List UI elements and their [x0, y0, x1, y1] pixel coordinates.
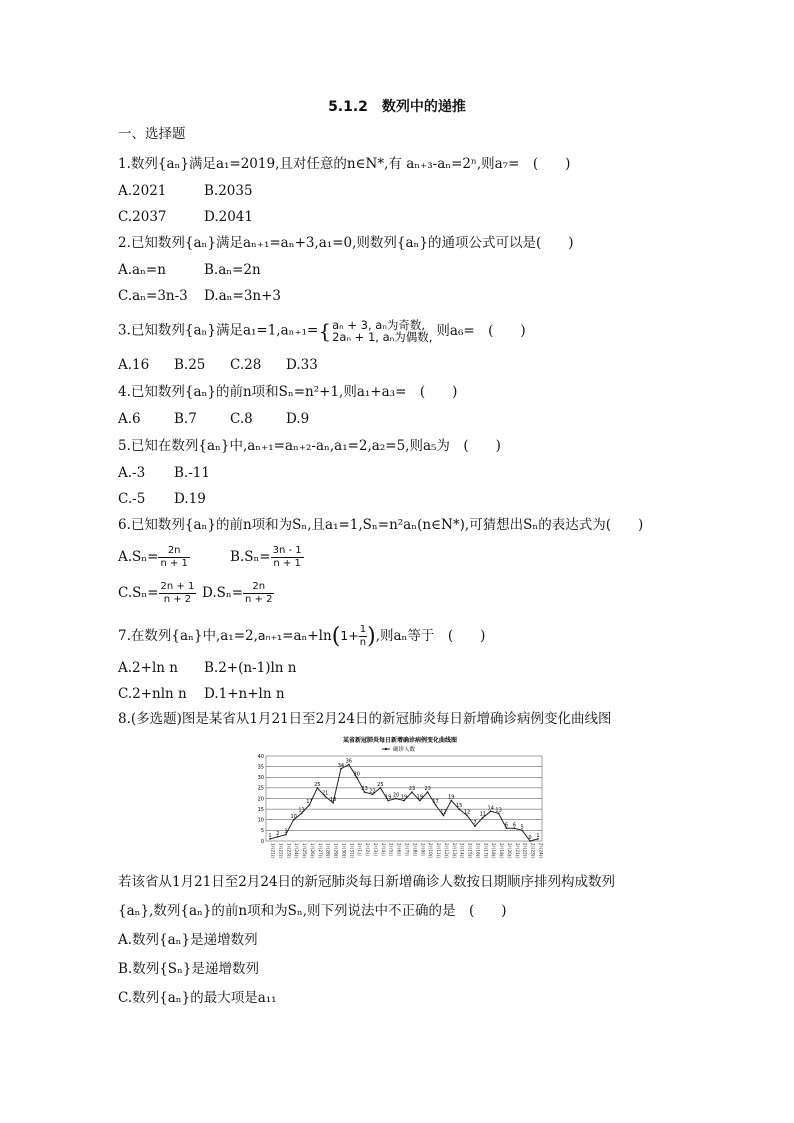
- q1-options-row1: [118, 182, 253, 200]
- data-label: 11: [479, 811, 487, 818]
- x-tick-label: 2月20日: [506, 843, 512, 859]
- q2-options-row2: [118, 287, 281, 305]
- data-label: 7: [473, 820, 477, 827]
- x-tick-label: 1月31日: [349, 843, 355, 859]
- y-tick-label-10: 10: [257, 817, 264, 824]
- x-tick-label: 2月16日: [475, 843, 481, 859]
- q3-piecewise: [332, 319, 432, 343]
- data-label: 19: [416, 794, 423, 801]
- data-label: 17: [432, 798, 439, 805]
- x-tick-label: 1月25日: [302, 843, 308, 859]
- line-chart-svg: [254, 734, 546, 864]
- q8-paragraph-1: 若该省从1月21日至2月24日的新冠肺炎每日新增确诊人数按日期顺序排列构成数列: [118, 874, 616, 890]
- q6-option-d-fraction: [243, 581, 274, 606]
- q3-stem-left: 3.已知数列{aₙ}满足a₁=1,aₙ₊₁=: [118, 322, 319, 339]
- data-label: 1: [536, 832, 540, 839]
- x-tick-label: 2月9日: [420, 843, 426, 857]
- q7-right-paren: ): [367, 624, 376, 649]
- q6-option-d-numerator: 2n: [243, 581, 274, 594]
- data-label: 23: [408, 786, 416, 793]
- q6-option-b-numerator: 3n - 1: [272, 545, 302, 556]
- q2-option-a: A.aₙ=n: [118, 262, 166, 278]
- q2-option-d: D.aₙ=3n+3: [204, 288, 282, 304]
- data-label: 0: [528, 835, 532, 841]
- q8-option-c: C.数列{aₙ}的最大项是a₁₁: [118, 990, 277, 1006]
- x-tick-label: 1月21日: [270, 843, 276, 859]
- q1-option-a: A.2021: [118, 183, 167, 199]
- q6-option-b: [230, 545, 304, 570]
- data-label: 18: [329, 796, 337, 803]
- q6-option-d-prefix: D.Sₙ=: [202, 585, 244, 601]
- q2-stem: 2.已知数列{aₙ}满足aₙ₊₁=aₙ+3,a₁=0,则数列{aₙ}的通项公式可以是( ): [118, 235, 574, 251]
- x-tick-label: 2月14日: [459, 843, 465, 859]
- q1-options-row2: [118, 208, 253, 226]
- data-label: 25: [314, 781, 321, 788]
- chart-title: 某省新冠肺炎每日新增确诊病例变化曲线图: [342, 737, 458, 744]
- q6-option-d: [202, 581, 274, 606]
- q4-option-c: C.8: [230, 411, 253, 427]
- q4-option-d: D.9: [286, 411, 310, 427]
- x-tick-label: 2月18日: [491, 843, 497, 859]
- q8-option-a: A.数列{aₙ}是递增数列: [118, 932, 258, 948]
- q7-left-paren: (: [331, 624, 341, 649]
- x-tick-label: 1月24日: [294, 843, 300, 859]
- q3-option-a: A.16: [118, 357, 150, 373]
- data-label: 2: [276, 830, 280, 837]
- y-tick-label-35: 35: [257, 764, 264, 771]
- q8-option-b: B.数列{Sₙ}是递增数列: [118, 961, 259, 977]
- y-tick-label-25: 25: [257, 785, 264, 792]
- q7-equals-ln: =aₙ+ln: [282, 628, 332, 644]
- q6-option-a-numerator: 2n: [158, 545, 189, 558]
- data-labels: [268, 759, 539, 842]
- q6-option-b-prefix: B.Sₙ=: [230, 549, 271, 565]
- x-tick-label: 2月10日: [428, 843, 434, 859]
- data-label: 6: [504, 822, 509, 829]
- x-tick-label: 2月12日: [443, 843, 449, 859]
- x-tick-label: 2月1日: [357, 843, 363, 857]
- data-label: 21: [321, 790, 329, 797]
- y-tick-label-30: 30: [257, 775, 264, 782]
- q7-stem-right: ,则aₙ等于 ( ): [375, 628, 486, 644]
- q6-option-a-fraction: [158, 545, 189, 570]
- section-heading: 一、选择题: [118, 126, 186, 142]
- x-tick-label: 2月11日: [436, 843, 442, 859]
- data-label: 17: [306, 798, 313, 805]
- q3-stem-right: 则a₆= ( ): [436, 322, 526, 339]
- q6-option-c-numerator: 2n + 1: [160, 581, 195, 592]
- data-label: 13: [495, 807, 502, 814]
- data-label: 36: [345, 758, 353, 765]
- x-tick-label: 1月28日: [325, 843, 331, 859]
- x-tick-label: 2月15日: [467, 843, 473, 859]
- q7-stem: [118, 624, 485, 649]
- q3-option-b: B.25: [174, 357, 206, 373]
- q3-case-odd: aₙ + 3, aₙ为奇数,: [332, 318, 426, 332]
- q6-option-a-prefix: A.Sₙ=: [118, 549, 159, 565]
- x-tick-label: 2月24日: [538, 843, 544, 859]
- q2-option-b: B.aₙ=2n: [204, 262, 261, 278]
- q7-stem-left: 7.在数列{aₙ}中,a₁=2,: [118, 628, 258, 644]
- q5-options-row2: [118, 490, 206, 508]
- data-label: 19: [385, 794, 392, 801]
- data-label: 34: [337, 762, 345, 769]
- q7-option-d: D.1+n+ln n: [204, 686, 285, 702]
- q6-option-b-fraction: [271, 545, 304, 570]
- q1-option-d: D.2041: [204, 209, 253, 225]
- x-tick-label: 2月5日: [388, 843, 394, 857]
- x-tick-label: 1月30日: [341, 843, 347, 859]
- q4-option-a: A.6: [118, 411, 141, 427]
- q6-option-c-denominator: n + 2: [163, 594, 192, 605]
- q8-stem: 8.(多选题)图是某省从1月21日至2月24日的新冠肺炎每日新增确诊病例变化曲线图: [118, 711, 612, 727]
- x-tick-label: 2月23日: [530, 843, 536, 859]
- data-label: 10: [290, 813, 297, 820]
- q5-option-a: A.-3: [118, 465, 146, 481]
- data-label: 19: [400, 794, 408, 801]
- x-tick-label: 1月23日: [286, 843, 292, 859]
- data-label: 22: [369, 788, 376, 795]
- data-label: 3: [284, 828, 288, 835]
- data-label: 23: [361, 786, 368, 793]
- x-tick-label: 2月21日: [514, 843, 520, 859]
- data-label: 13: [298, 807, 305, 814]
- q7-option-c: C.2+nln n: [118, 686, 187, 702]
- data-label: 19: [448, 794, 455, 801]
- x-tick-label: 2月2日: [365, 843, 371, 857]
- x-tick-label: 2月13日: [451, 843, 457, 859]
- q2-options-row1: [118, 261, 261, 279]
- q7-fraction-denominator: n: [359, 637, 367, 648]
- q7-one-plus: 1+: [340, 628, 359, 643]
- q6-option-c-fraction: [159, 581, 197, 606]
- q6-options-row2: [118, 581, 274, 606]
- q3-stem: [118, 319, 526, 343]
- q7-a-next: aₙ₊₁: [257, 628, 283, 643]
- x-tick-label: 2月22日: [522, 843, 528, 859]
- q4-options: [118, 410, 309, 428]
- y-tick-label-40: 40: [257, 753, 264, 760]
- q6-option-a-denominator: n + 1: [160, 558, 188, 569]
- data-label: 30: [353, 771, 360, 778]
- q5-stem: 5.已知在数列{aₙ}中,aₙ₊₁=aₙ₊₂-aₙ,a₁=2,a₂=5,则a₅为 ( ): [118, 438, 501, 454]
- q6-stem: 6.已知数列{aₙ}的前n项和为Sₙ,且a₁=1,Sₙ=n²aₙ(n∈N*),可猜想出Sₙ的表达式为( ): [118, 517, 644, 533]
- q4-option-b: B.7: [174, 411, 197, 427]
- q5-option-c: C.-5: [118, 491, 146, 507]
- data-label: 15: [455, 803, 463, 810]
- x-axis-ticks: [271, 843, 545, 859]
- q5-options-row1: [118, 464, 210, 482]
- q7-options-row2: [118, 685, 285, 703]
- data-label: 12: [440, 809, 447, 816]
- x-tick-label: 2月7日: [404, 843, 410, 857]
- page-title: 5.1.2 数列中的递推: [328, 99, 466, 115]
- q4-stem: 4.已知数列{aₙ}的前n项和Sₙ=n²+1,则a₁+a₃= ( ): [118, 384, 458, 400]
- x-tick-label: 2月19日: [499, 843, 505, 859]
- q6-options-row1: [118, 545, 304, 570]
- q1-option-b: B.2035: [204, 183, 253, 199]
- q5-option-b: B.-11: [174, 465, 210, 481]
- x-tick-label: 2月4日: [380, 843, 386, 857]
- q2-option-c: C.aₙ=3n-3: [118, 288, 188, 304]
- data-label: 12: [463, 809, 471, 816]
- data-label: 1: [268, 832, 272, 839]
- q3-options: [118, 356, 318, 374]
- q6-option-d-denominator: n + 2: [245, 594, 273, 605]
- x-tick-label: 1月22日: [278, 843, 284, 859]
- q6-option-b-denominator: n + 1: [273, 558, 301, 569]
- x-tick-label: 2月17日: [483, 843, 489, 859]
- data-label: 5: [520, 824, 524, 831]
- q3-option-c: C.28: [230, 357, 262, 373]
- q5-option-d: D.19: [174, 491, 206, 507]
- q7-options-row1: [118, 659, 297, 677]
- q8-paragraph-2: {aₙ},数列{aₙ}的前n项和为Sₙ,则下列说法中不正确的是 ( ): [118, 903, 507, 919]
- x-tick-label: 2月3日: [372, 843, 378, 857]
- y-tick-label-5: 5: [260, 828, 264, 835]
- q6-option-c: [118, 581, 202, 606]
- q1-option-c: C.2037: [118, 209, 167, 225]
- q6-option-c-prefix: C.Sₙ=: [118, 585, 159, 601]
- y-tick-label-20: 20: [257, 796, 264, 803]
- data-label: 20: [392, 792, 400, 799]
- q3-case-even: 2aₙ + 1, aₙ为偶数,: [332, 330, 433, 344]
- x-tick-label: 1月27日: [317, 843, 323, 859]
- x-tick-label: 2月8日: [412, 843, 418, 857]
- x-tick-label: 1月29日: [333, 843, 339, 859]
- q7-option-a: A.2+ln n: [118, 660, 178, 676]
- data-label: 25: [377, 781, 384, 788]
- q1-stem: 1.数列{aₙ}满足a₁=2019,且对任意的n∈N*,有 aₙ₊₃-aₙ=2ⁿ,则a₇= ( ): [118, 156, 571, 172]
- y-tick-label-0: 0: [260, 838, 264, 845]
- x-tick-label: 1月26日: [309, 843, 315, 859]
- legend-label: 确诊人数: [393, 747, 416, 753]
- q8-chart: [254, 734, 546, 864]
- y-axis-ticks: [258, 754, 264, 845]
- legend-marker: [385, 748, 387, 750]
- q3-brace: {: [318, 319, 332, 343]
- q7-option-b: B.2+(n-1)ln n: [204, 660, 297, 676]
- data-label: 6: [512, 822, 516, 829]
- y-tick-label-15: 15: [257, 806, 264, 813]
- q6-option-a: [118, 545, 230, 570]
- q7-fraction-numerator: 1: [359, 624, 367, 635]
- q3-option-d: D.33: [286, 357, 318, 373]
- q7-fraction: [359, 624, 367, 649]
- x-tick-label: 2月6日: [396, 843, 402, 857]
- data-label: 14: [487, 805, 494, 812]
- data-label: 23: [424, 786, 431, 793]
